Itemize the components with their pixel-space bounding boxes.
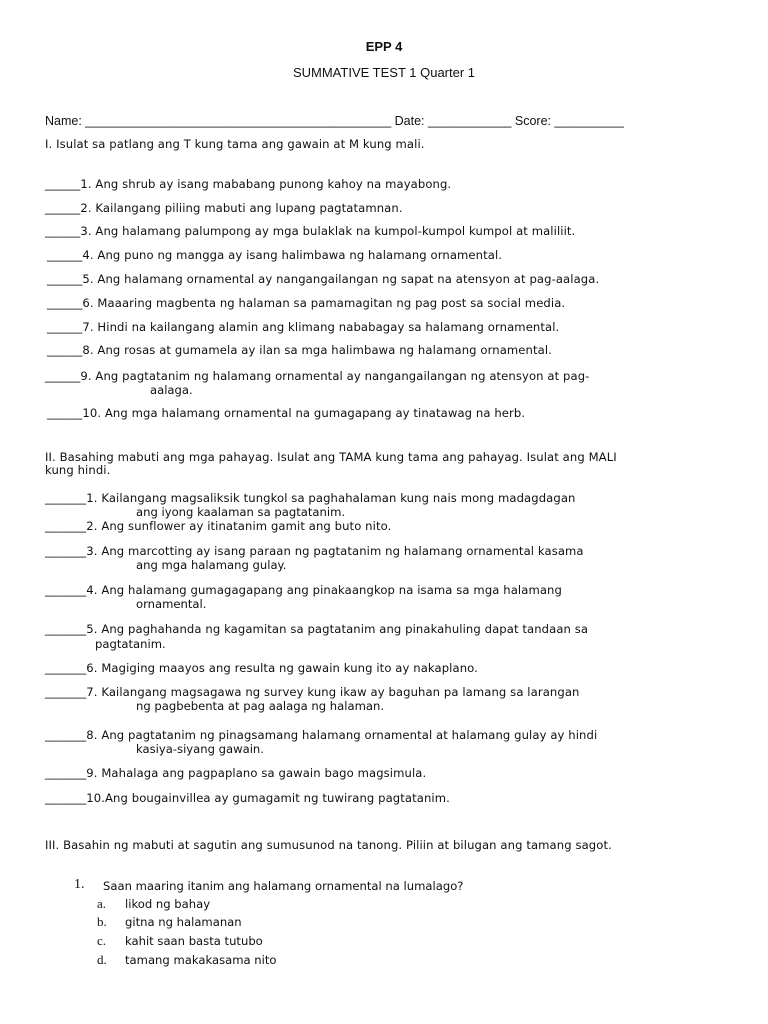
part2-item-8-continuation: kasiya-siyang gawain. xyxy=(136,742,264,756)
part1-instruction: I. Isulat sa patlang ang T kung tama ang gawain at M kung mali. xyxy=(45,137,425,151)
part2-item-3: _______3. Ang marcotting ay isang paraan ng pagtatanim ng halamang ornamental kasama xyxy=(45,544,584,558)
choice-b-letter: b. xyxy=(97,914,107,929)
part1-item-2: ______2. Kailangang piliing mabuti ang lupang pagtatamnan. xyxy=(45,201,403,215)
part1-item-9-continuation: aalaga. xyxy=(150,383,193,397)
part1-item-8: ______8. Ang rosas at gumamela ay ilan sa mga halimbawa ng halamang ornamental. xyxy=(47,343,552,357)
part1-item-6: ______6. Maaaring magbenta ng halaman sa pamamagitan ng pag post sa social media. xyxy=(47,296,566,310)
page-subtitle: SUMMATIVE TEST 1 Quarter 1 xyxy=(292,65,476,80)
part2-item-2: _______2. Ang sunflower ay itinatanim gamit ang buto nito. xyxy=(45,519,392,533)
part3-instruction: III. Basahin ng mabuti at sagutin ang sumusunod na tanong. Piliin at bilugan ang tamang sagot. xyxy=(45,838,612,852)
part1-item-9: ______9. Ang pagtatanim ng halamang ornamental ay nangangailangan ng atensyon at pag- xyxy=(45,369,590,383)
part1-item-1: ______1. Ang shrub ay isang mababang punong kahoy na mayabong. xyxy=(45,177,452,191)
choice-a-letter: a. xyxy=(97,896,107,911)
part2-item-1-continuation: ang iyong kaalaman sa pagtatanim. xyxy=(136,505,346,519)
choice-c-letter: c. xyxy=(97,933,107,948)
part2-item-5: _______5. Ang paghahanda ng kagamitan sa pagtatanim ang pinakahuling dapat tandaan sa xyxy=(45,622,589,636)
question-1-number: 1. xyxy=(74,877,85,892)
question-1-text: Saan maaring itanim ang halamang ornamental na lumalago? xyxy=(103,879,464,893)
part2-item-10: _______10.Ang bougainvillea ay gumagamit ng tuwirang pagtatanim. xyxy=(45,791,450,805)
part1-item-5: ______5. Ang halamang ornamental ay nangangailangan ng sapat na atensyon at pag-aalaga. xyxy=(47,272,600,286)
choice-a-text: likod ng bahay xyxy=(125,897,211,911)
choice-d-text: tamang makakasama nito xyxy=(125,953,277,967)
part2-instruction-cont: kung hindi. xyxy=(45,463,111,477)
part2-item-8: _______8. Ang pagtatanim ng pinagsamang halamang ornamental at halamang gulay ay hindi xyxy=(45,728,598,742)
part2-item-4-continuation: ornamental. xyxy=(136,597,207,611)
part2-item-7-continuation: ng pagbebenta at pag aalaga ng halaman. xyxy=(136,699,385,713)
page-title: EPP 4 xyxy=(365,39,403,54)
choice-b-text: gitna ng halamanan xyxy=(125,915,242,929)
part2-item-4: _______4. Ang halamang gumagagapang ang pinakaangkop na isama sa mga halamang xyxy=(45,583,562,597)
part1-item-4: ______4. Ang puno ng mangga ay isang halimbawa ng halamang ornamental. xyxy=(47,248,503,262)
choice-c-text: kahit saan basta tutubo xyxy=(125,934,263,948)
part1-item-7: ______7. Hindi na kailangang alamin ang klimang nababagay sa halamang ornamental. xyxy=(47,320,560,334)
part1-item-10: ______10. Ang mga halamang ornamental na gumagapang ay tinatawag na herb. xyxy=(47,406,526,420)
part2-instruction: II. Basahing mabuti ang mga pahayag. Isulat ang TAMA kung tama ang pahayag. Isulat ang MALI xyxy=(45,450,617,464)
part2-item-6: _______6. Magiging maayos ang resulta ng gawain kung ito ay nakaplano. xyxy=(45,661,478,675)
choice-d-letter: d. xyxy=(97,952,107,967)
name-date-score-line: Name: ____________________________________________ Date: ____________ Score: __________ xyxy=(45,114,625,128)
part2-item-7: _______7. Kailangang magsagawa ng survey kung ikaw ay baguhan pa lamang sa larangan xyxy=(45,685,580,699)
part1-item-3: ______3. Ang halamang palumpong ay mga bulaklak na kumpol-kumpol kumpol at maliliit. xyxy=(45,224,576,238)
part2-item-9: _______9. Mahalaga ang pagpaplano sa gawain bago magsimula. xyxy=(45,766,427,780)
part2-item-1: _______1. Kailangang magsaliksik tungkol sa paghahalaman kung nais mong madagdagan xyxy=(45,491,576,505)
part2-item-5-continuation: pagtatanim. xyxy=(95,637,166,651)
part2-item-3-continuation: ang mga halamang gulay. xyxy=(136,558,287,572)
